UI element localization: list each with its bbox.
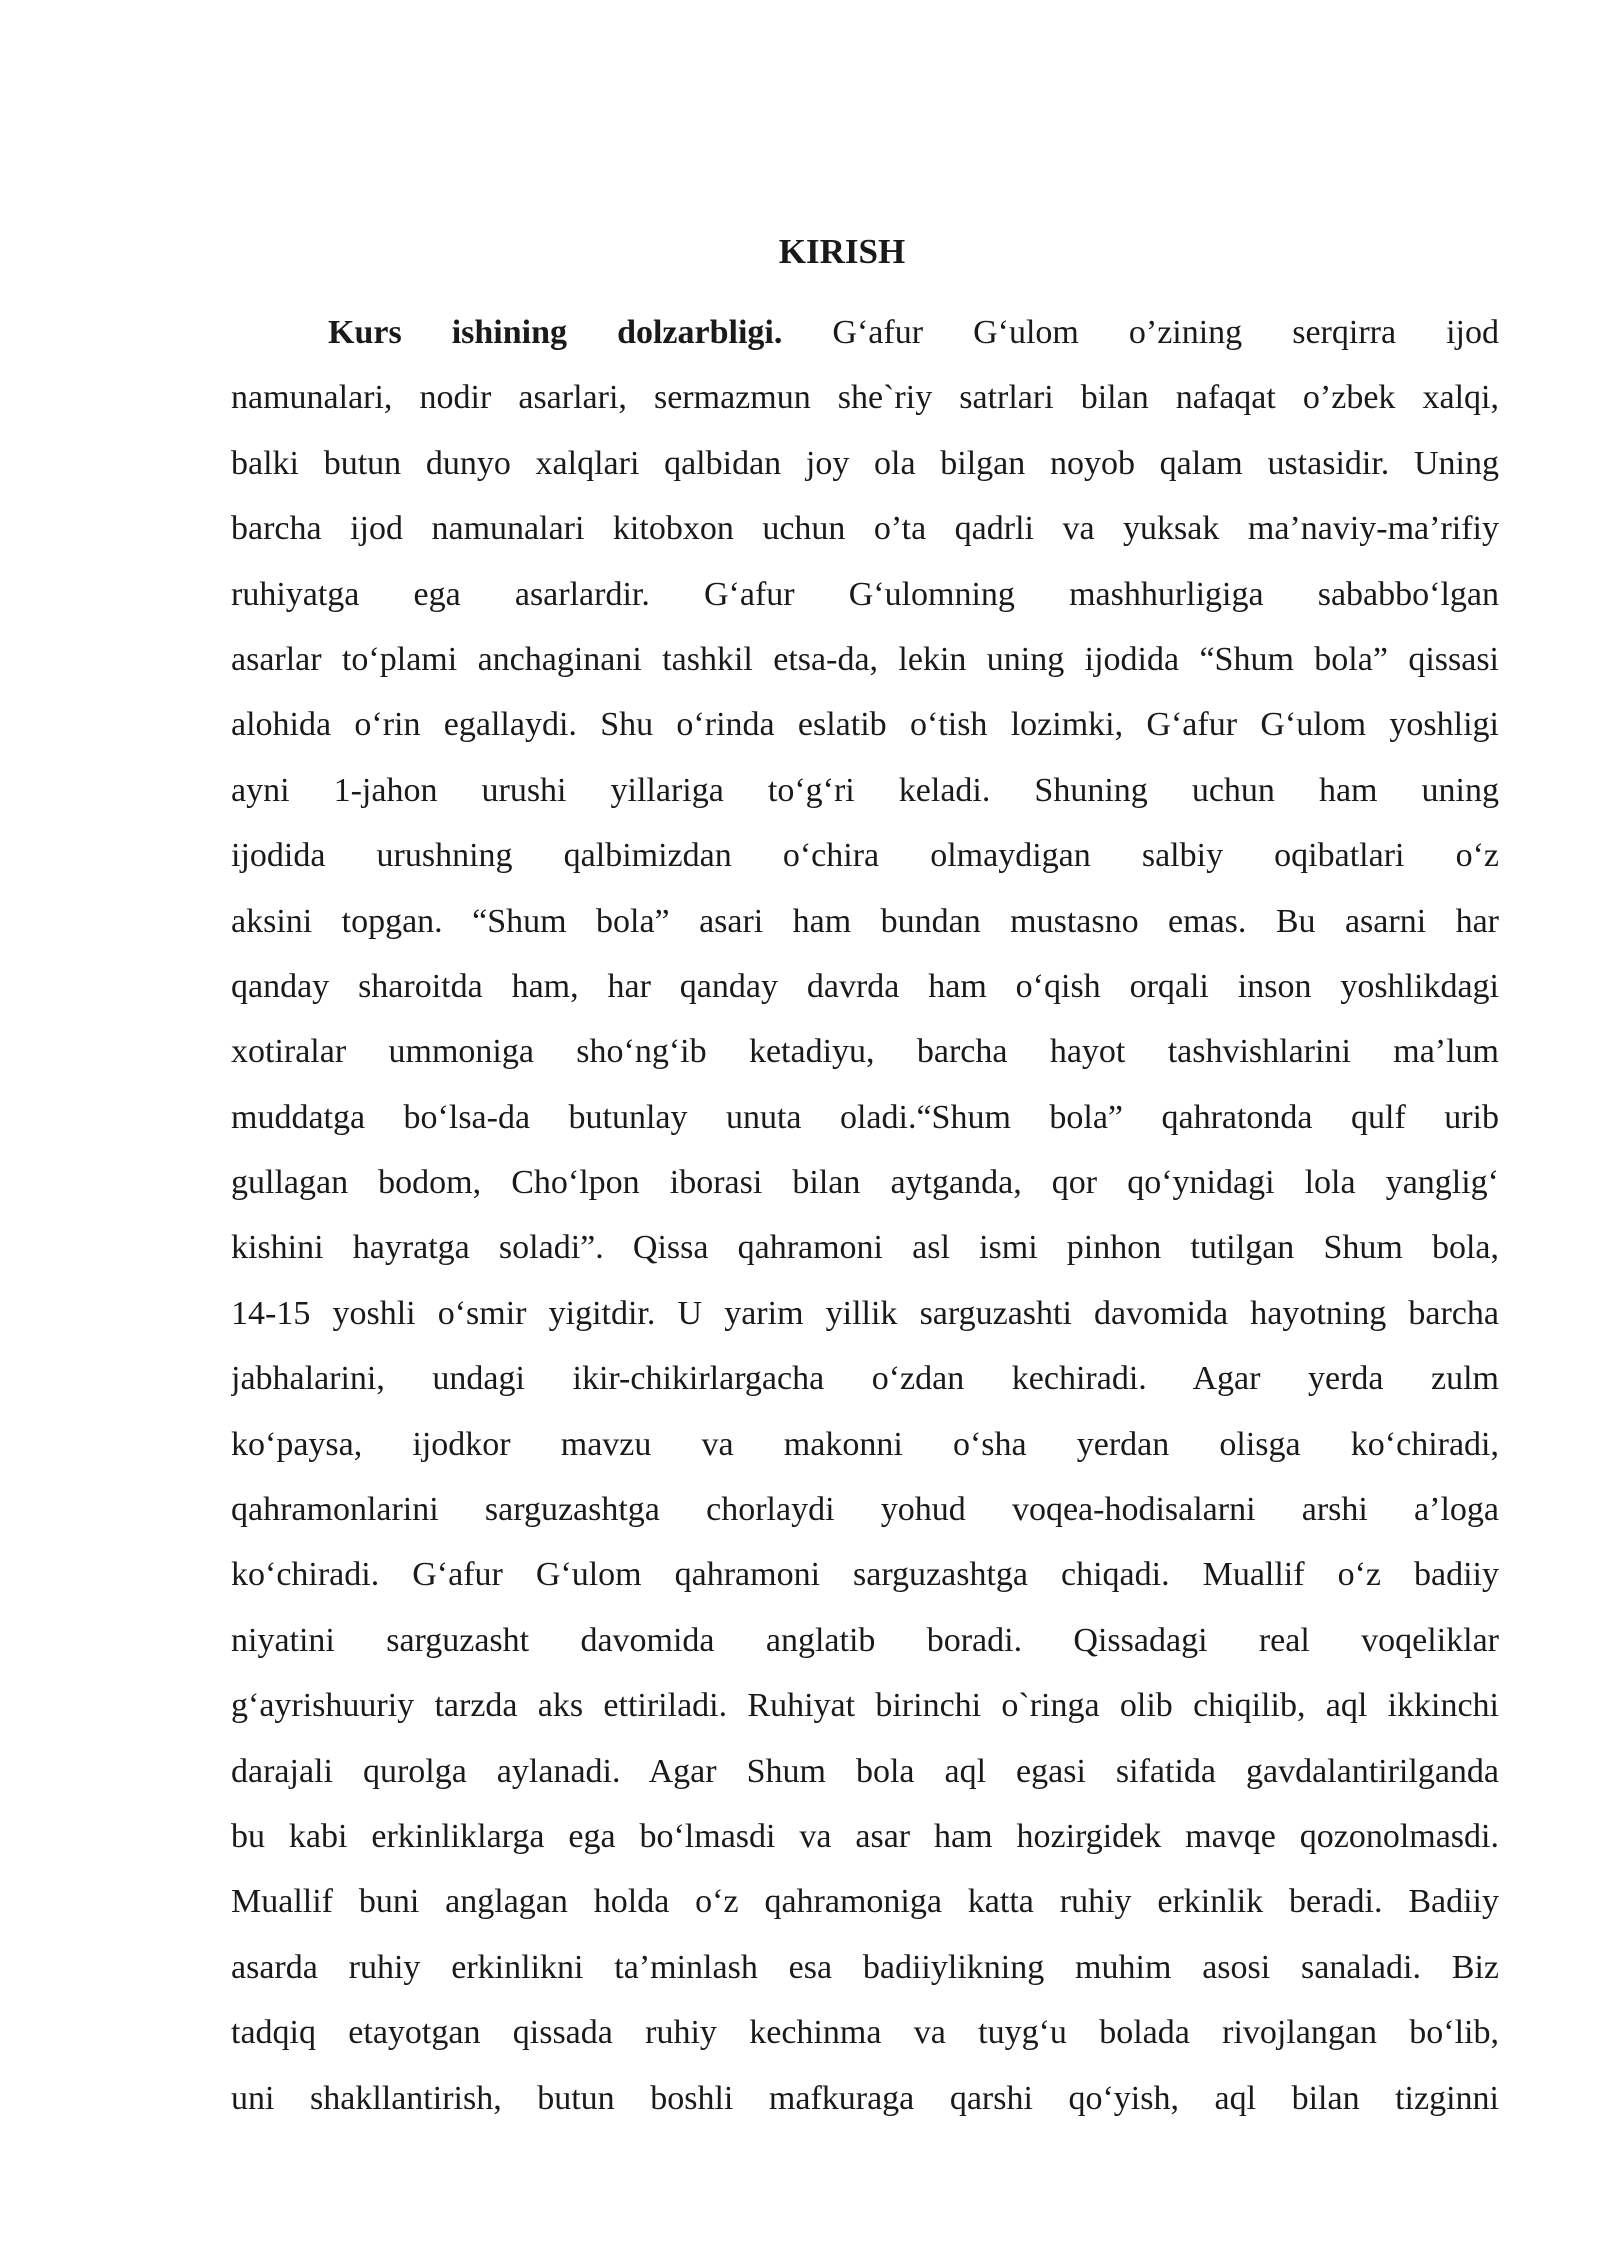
text-line: bu kabi erkinliklarga ega bo‘lmasdi va asar ham hozirgidek mavqe qozonolmasdi. (231, 1817, 1499, 1855)
text-line: ko‘chiradi. G‘afur G‘ulom qahramoni sarguzashtga chiqadi. Muallif o‘z badiiy (231, 1556, 1499, 1594)
text-line: tadqiq etayotgan qissada ruhiy kechinma va tuyg‘u bolada rivojlangan bo‘lib, (231, 2014, 1499, 2052)
text-line: uni shakllantirish, butun boshli mafkuraga qarshi qo‘yish, aql bilan tizginni (231, 2079, 1499, 2117)
text-line: qahramonlarini sarguzashtga chorlaydi yohud voqea-hodisalarni arshi a’loga (231, 1491, 1499, 1529)
text-line: ruhiyatga ega asarlardir. G‘afur G‘ulomning mashhurligiga sababbo‘lgan (231, 575, 1499, 613)
text-line: barcha ijod namunalari kitobxon uchun o’ta qadrli va yuksak ma’naviy-ma’rifiy (231, 510, 1499, 548)
text-line: gullagan bodom, Cho‘lpon iborasi bilan aytganda, qor qo‘ynidagi lola yanglig‘ (231, 1164, 1499, 1202)
text-line: niyatini sarguzasht davomida anglatib boradi. Qissadagi real voqeliklar (231, 1621, 1499, 1659)
text-line: ko‘paysa, ijodkor mavzu va makonni o‘sha yerdan olisga ko‘chiradi, (231, 1425, 1499, 1463)
body-text (231, 300, 1499, 2131)
page-heading: KIRISH (778, 232, 906, 271)
lead-in-phrase: Kurs ishining dolzarbligi. (328, 314, 783, 351)
text-line: Muallif buni anglagan holda o‘z qahramoniga katta ruhiy erkinlik beradi. Badiiy (231, 1883, 1499, 1921)
first-line-text: G‘afur G‘ulom o’zining serqirra ijod (782, 314, 1499, 351)
text-line: balki butun dunyo xalqlari qalbidan joy ola bilgan noyob qalam ustasidir. Uning (231, 444, 1499, 482)
text-line: aksini topgan. “Shum bola” asari ham bundan mustasno emas. Bu asarni har (231, 902, 1499, 940)
text-line: xotiralar ummoniga sho‘ng‘ib ketadiyu, barcha hayot tashvishlarini ma’lum (231, 1033, 1499, 1071)
paragraph-first-line (231, 300, 1499, 365)
text-line: kishini hayratga soladi”. Qissa qahramoni asl ismi pinhon tutilgan Shum bola, (231, 1229, 1499, 1267)
text-line: jabhalarini, undagi ikir-chikirlargacha o‘zdan kechiradi. Agar yerda zulm (231, 1360, 1499, 1398)
text-line: asarlar to‘plami anchaginani tashkil etsa-da, lekin uning ijodida “Shum bola” qissasi (231, 640, 1499, 678)
text-line: asarda ruhiy erkinlikni ta’minlash esa badiiylikning muhim asosi sanaladi. Biz (231, 1948, 1499, 1986)
text-line: qanday sharoitda ham, har qanday davrda ham o‘qish orqali inson yoshlikdagi (231, 967, 1499, 1005)
text-line: g‘ayrishuuriy tarzda aks ettiriladi. Ruhiyat birinchi o`ringa olib chiqilib, aql ikkinchi (231, 1687, 1499, 1725)
text-line: darajali qurolga aylanadi. Agar Shum bola aql egasi sifatida gavdalantirilganda (231, 1752, 1499, 1790)
text-line: ayni 1-jahon urushi yillariga to‘g‘ri keladi. Shuning uchun ham uning (231, 771, 1499, 809)
text-line: 14-15 yoshli o‘smir yigitdir. U yarim yillik sarguzashti davomida hayotning barcha (231, 1294, 1499, 1332)
text-line: ijodida urushning qalbimizdan o‘chira olmaydigan salbiy oqibatlari o‘z (231, 837, 1499, 875)
text-line: namunalari, nodir asarlari, sermazmun she`riy satrlari bilan nafaqat o’zbek xalqi, (231, 379, 1499, 417)
text-line: muddatga bo‘lsa-da butunlay unuta oladi.“Shum bola” qahratonda qulf urib (231, 1098, 1499, 1136)
text-line: alohida o‘rin egallaydi. Shu o‘rinda eslatib o‘tish lozimki, G‘afur G‘ulom yoshligi (231, 706, 1499, 744)
